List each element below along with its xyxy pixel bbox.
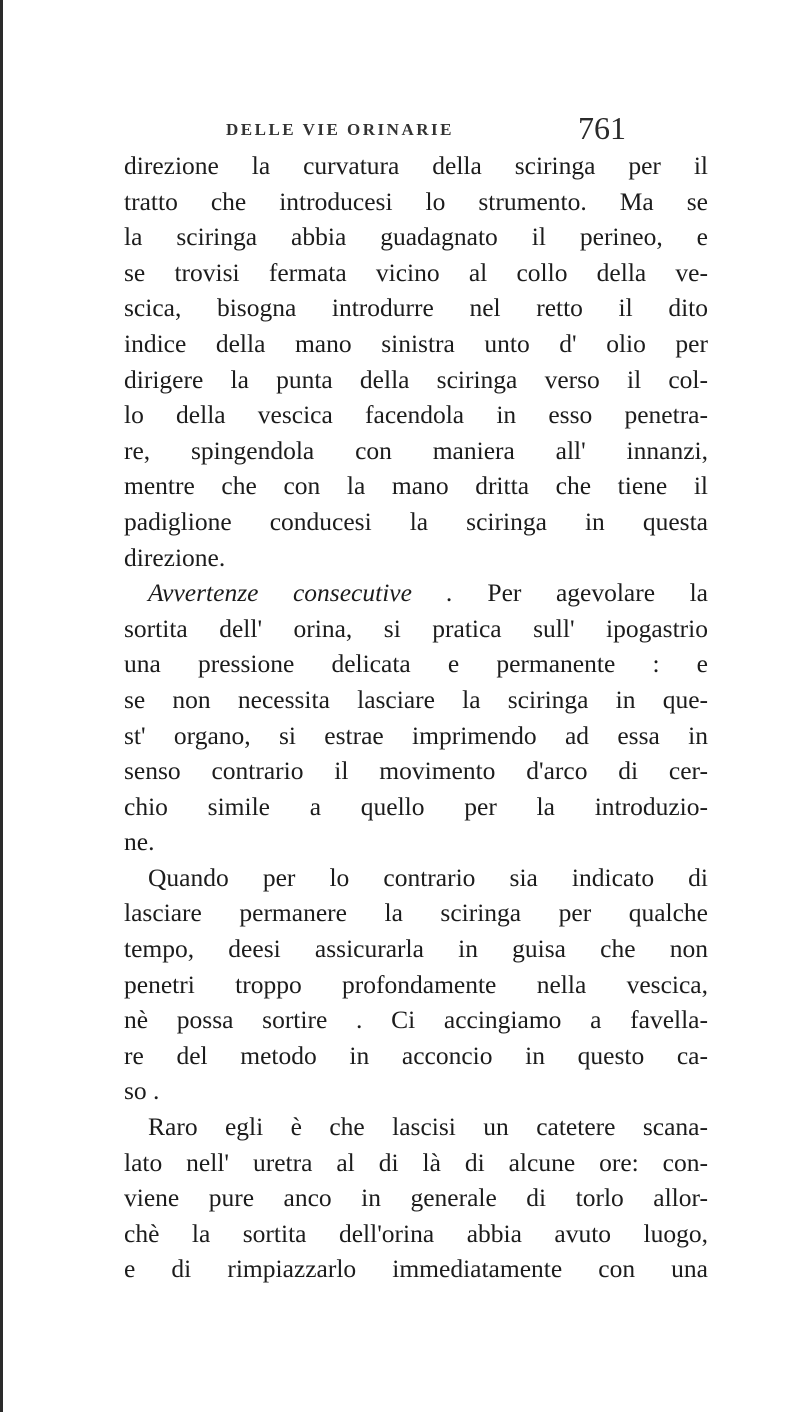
text-line: ne. bbox=[124, 827, 155, 857]
text-line: senso contrario il movimento d'arco di cer- bbox=[124, 756, 708, 786]
text-line: indice della mano sinistra unto d' olio per bbox=[124, 328, 708, 358]
text-line: tratto che introducesi lo strumento. Ma se bbox=[124, 186, 708, 216]
text-line: viene pure anco in generale di torlo allor- bbox=[124, 1183, 708, 1213]
text-line: re, spingendola con maniera all' innanzi, bbox=[124, 435, 708, 465]
section-heading-rest: Per agevolare la bbox=[487, 578, 708, 608]
text-line: lato nell' uretra al di là di alcune ore: con- bbox=[124, 1147, 708, 1177]
text-line: lasciare permanere la sciringa per qualche bbox=[124, 898, 708, 928]
text-line: e di rimpiazzarlo immediatamente con una bbox=[124, 1254, 708, 1284]
text-line: tempo, deesi assicurarla in guisa che non bbox=[124, 934, 708, 964]
text-line: Raro egli è che lascisi un catetere scana- bbox=[148, 1112, 708, 1142]
text-line: st' organo, si estrae imprimendo ad essa in bbox=[124, 720, 708, 750]
text-line: mentre che con la mano dritta che tiene il bbox=[124, 471, 708, 501]
text-line: se trovisi fermata vicino al collo della ve- bbox=[124, 257, 708, 287]
text-line: so . bbox=[124, 1076, 160, 1106]
text-line: nè possa sortire . Ci accingiamo a favella- bbox=[124, 1005, 708, 1035]
text-line: re del metodo in acconcio in questo ca- bbox=[124, 1040, 708, 1070]
text-line: sortita dell' orina, si pratica sull' ipogastrio bbox=[124, 613, 708, 643]
text-line: chio simile a quello per la introduzio- bbox=[124, 791, 708, 821]
text-line: se non necessita lasciare la sciringa in que- bbox=[124, 684, 708, 714]
text-line: penetri troppo profondamente nella vescica, bbox=[124, 969, 708, 999]
text-line: direzione la curvatura della sciringa per il bbox=[124, 151, 708, 180]
text-line: scica, bisogna introdurre nel retto il dito bbox=[124, 293, 708, 323]
running-head: DELLE VIE ORINARIE bbox=[226, 120, 454, 139]
section-heading-line bbox=[124, 575, 708, 611]
page-number: 761 bbox=[578, 110, 626, 146]
text-line: lo della vescica facendola in esso penetra- bbox=[124, 400, 708, 430]
text-line: dirigere la punta della sciringa verso il col- bbox=[124, 364, 708, 394]
text-line: direzione. bbox=[124, 542, 226, 572]
page-edge-line bbox=[0, 0, 3, 1412]
text-line: padiglione conducesi la sciringa in questa bbox=[124, 506, 708, 536]
section-heading: Avvertenze consecutive . bbox=[148, 578, 453, 608]
text-line: Quando per lo contrario sia indicato di bbox=[148, 862, 708, 892]
text-line: una pressione delicata e permanente : e bbox=[124, 649, 708, 679]
text-line: chè la sortita dell'orina abbia avuto luogo, bbox=[124, 1218, 708, 1248]
body-text bbox=[124, 148, 708, 1287]
text-line: la sciringa abbia guadagnato il perineo, e bbox=[124, 222, 708, 252]
